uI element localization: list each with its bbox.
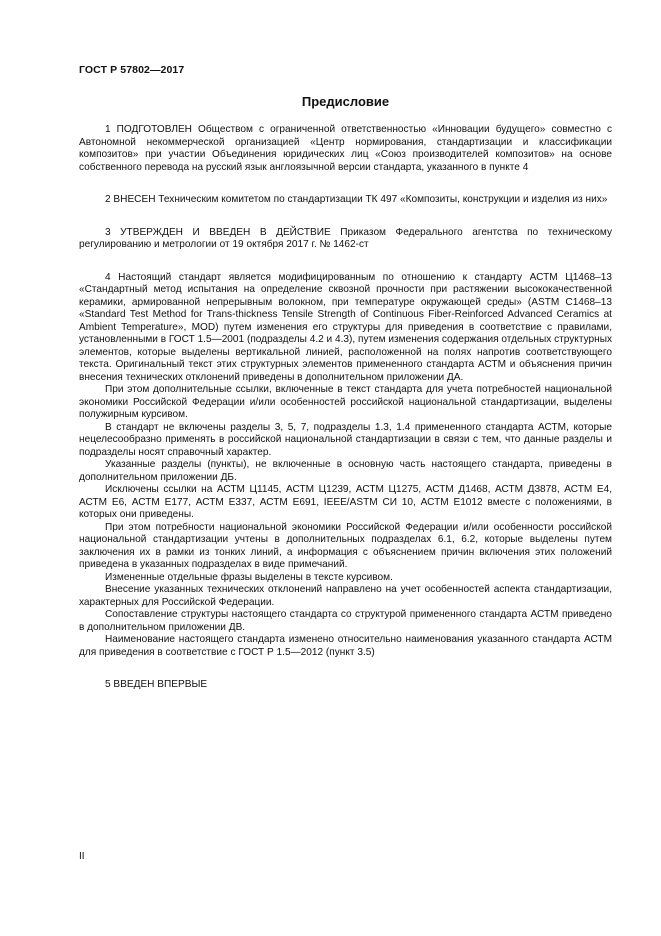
paragraph-excluded-sections: В стандарт не включены разделы 3, 5, 7, подразделы 1.3, 1.4 примененного стандарта АСТМ, которые нецелесообразно применять в российской национальной стандартизации в связи с тем, что данные разделы и подразделы носят справочный характер. [79,421,612,458]
standard-id-header: ГОСТ Р 57802—2017 [79,64,185,76]
paragraph-national-needs: При этом потребности национальной экономики Российской Федерации и/или особенности российской национальной стандартизации учтены в дополнительных подразделах 6.1, 6.2, которые выделены путем заключения их в рамки из тонких линий, а информация с объяснением причин включения этих положений приведена в указанных подразделах в виде примечаний. [79,521,612,570]
paragraph-technical-deviations: Внесение указанных технических отклонений направлено на учет особенностей аспекта стандартизации, характерных для Российской Федерации. [79,584,612,608]
paragraph-modified: 4 Настоящий стандарт является модифицированным по отношению к стандарту АСТМ Ц1468–13 «Стандартный метод испытания на определение сквозной прочности при растяжении высококачественной керамики, армированной непрерывным волокном, при температуре окружающей среды» (ASTM C1468–13 «Standard Test Method for Trans-thickness Tensile Strength of Continuous Fiber-Reinforced Advanced Ceramics at Ambient Temperature», MOD) путем изменения его структуры для приведения в соответствие с правилами, установленными в ГОСТ 1.5—2001 (подразделы 4.2 и 4.3), путем изменения содержания отдельных структурных элементов, которые выделены вертикальной линией, расположенной на полях напротив соответствующего текста. Оригинальный текст этих структурных элементов примененного стандарта АСТМ и объяснения причин внесения технических отклонений приведены в дополнительном приложении ДА. [79,271,612,383]
paragraph-name-change: Наименование настоящего стандарта изменено относительно наименования указанного стандарта АСТМ для приведения в соответствие с ГОСТ Р 1.5—2012 (пункт 3.5) [79,634,612,658]
paragraph-italic-phrases: Измененные отдельные фразы выделены в тексте курсивом. [105,571,393,583]
paragraph-additional-refs: При этом дополнительные ссылки, включенные в текст стандарта для учета потребностей национальной экономики Российской Федерации и/или особенностей российской национальной стандартизации, выделены полужирным курсивом. [79,384,612,420]
paragraph-first-introduced: 5 ВВЕДЕН ВПЕРВЫЕ [105,679,208,690]
section-title: Предисловие [301,94,390,109]
paragraph-structure-comparison: Сопоставление структуры настоящего стандарта со структурой примененного стандарта АСТМ приведено в дополнительном приложении ДВ. [79,609,612,633]
paragraph-excluded-refs: Исключены ссылки на АСТМ Ц1145, АСТМ Ц1239, АСТМ Ц1275, АСТМ Д1468, АСТМ Д3878, АСТМ Е4, АСТМ Е6, АСТМ Е177, АСТМ Е337, АСТМ Е691, IEEE/ASTM СИ 10, АСТМ Е1012 вместе с положениями, в которых они приведены. [79,484,612,520]
paragraph-prepared: 1 ПОДГОТОВЛЕН Обществом с ограниченной ответственностью «Инновации будущего» совместно с Автономной некоммерческой организацией «Центр нормирования, стандартизации и классификации композитов» при участии Объединения юридических лиц «Союз производителей композитов» на основе собственного перевода на русский язык англоязычной версии стандарта, указанного в пункте 4 [79,124,612,173]
paragraph-approved: 3 УТВЕРЖДЕН И ВВЕДЕН В ДЕЙСТВИЕ Приказом Федерального агентства по техническому регулированию и метрологии от 19 октября 2017 г. № 1462-ст [79,226,612,250]
foreword-body [79,124,612,692]
paragraph-introduced: 2 ВНЕСЕН Техническим комитетом по стандартизации ТК 497 «Композиты, конструкции и изделия из них» [105,194,608,205]
page-number: II [79,851,85,862]
paragraph-appendix-db: Указанные разделы (пункты), не включенные в основную часть настоящего стандарта, приведены в дополнительном приложении ДБ. [79,459,612,483]
